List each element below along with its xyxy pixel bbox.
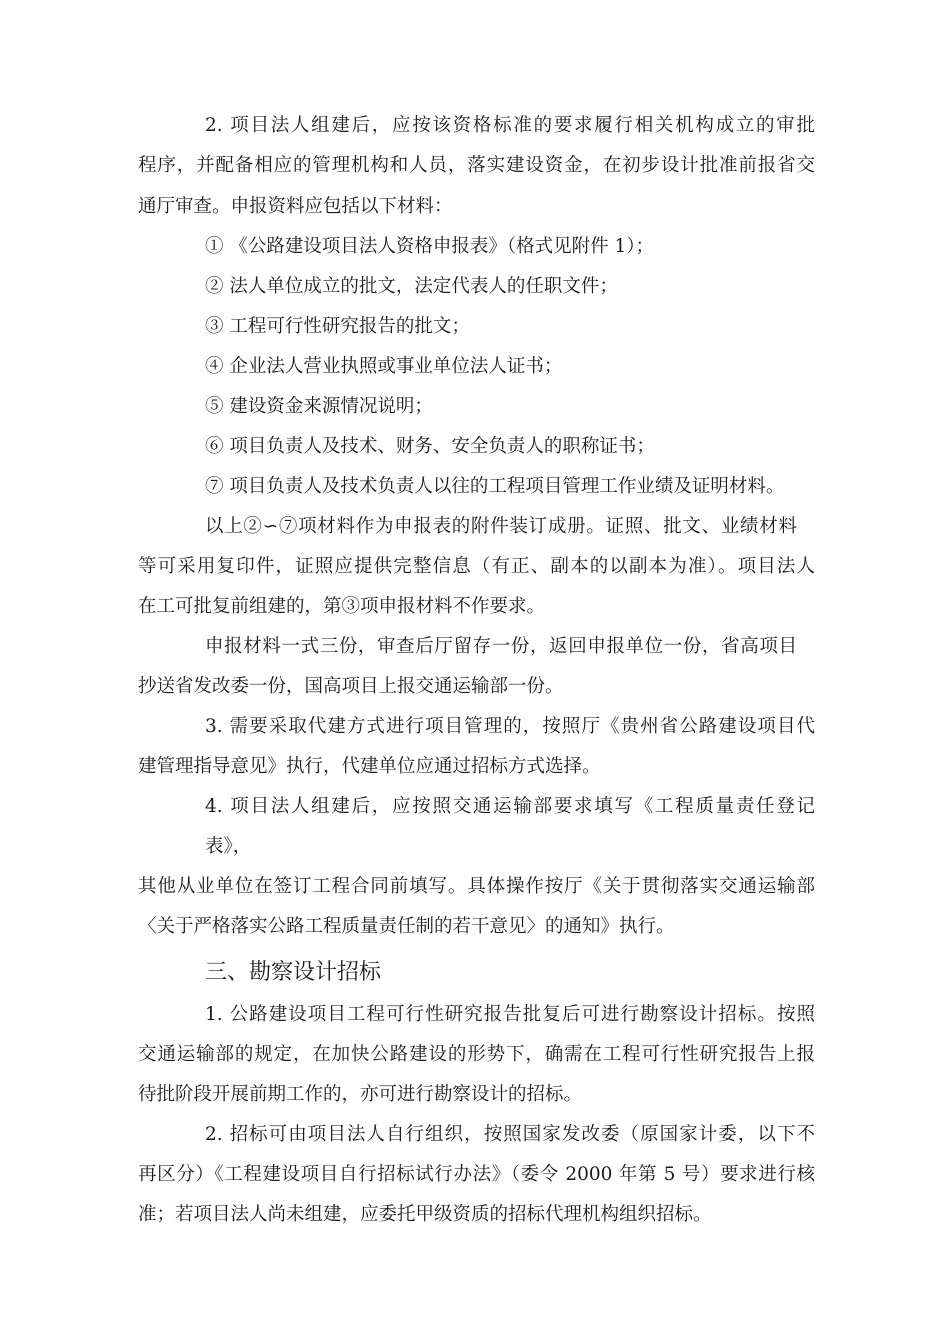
attachment-note-line-2: 等可采用复印件，证照应提供完整信息（有正、副本的以副本为准）。项目法人: [138, 556, 815, 577]
attachment-note-line-1: 以上②∽⑦项材料作为申报表的附件装订成册。证照、批文、业绩材料: [205, 516, 797, 537]
paragraph-2-line-3: 通厅审查。申报资料应包括以下材料：: [138, 196, 453, 217]
section-3-item-2-line-3: 准；若项目法人尚未组建，应委托甲级资质的招标代理机构组织招标。: [138, 1204, 712, 1225]
material-item-1: ① 《公路建设项目法人资格申报表》（格式见附件 1）；: [205, 236, 655, 257]
paragraph-2-line-2: 程序，并配备相应的管理机构和人员，落实建设资金，在初步设计批准前报省交: [138, 155, 815, 176]
paragraph-3-line-2: 建管理指导意见》执行，代建单位应通过招标方式选择。: [138, 756, 601, 777]
copies-note-line-2: 抄送省发改委一份，国高项目上报交通运输部一份。: [138, 676, 564, 697]
attachment-note-line-3: 在工可批复前组建的，第③项申报材料不作要求。: [138, 596, 546, 617]
section-3-item-2-line-1: 2. 招标可由项目法人自行组织，按照国家发改委（原国家计委，以下不: [205, 1124, 815, 1145]
paragraph-4-line-4: 〈关于严格落实公路工程质量责任制的若干意见〉的通知》执行。: [138, 916, 675, 937]
copies-note-line-1: 申报材料一式三份，审查后厅留存一份，返回申报单位一份，省高项目: [205, 636, 797, 657]
material-item-3: ③ 工程可行性研究报告的批文；: [205, 316, 470, 337]
section-3-item-1-line-1: 1. 公路建设项目工程可行性研究报告批复后可进行勘察设计招标。按照: [205, 1004, 815, 1025]
material-item-4: ④ 企业法人营业执照或事业单位法人证书；: [205, 356, 563, 377]
paragraph-3-line-1: 3. 需要采取代建方式进行项目管理的，按照厅《贵州省公路建设项目代: [205, 716, 815, 737]
paragraph-2-line-1: 2. 项目法人组建后，应按该资格标准的要求履行相关机构成立的审批: [205, 115, 815, 136]
material-item-6: ⑥ 项目负责人及技术、财务、安全负责人的职称证书；: [205, 436, 655, 457]
paragraph-4-line-1: 4. 项目法人组建后，应按照交通运输部要求填写《工程质量责任登记: [205, 796, 815, 817]
material-item-5: ⑤ 建设资金来源情况说明；: [205, 396, 433, 417]
paragraph-4-line-2: 表》，: [205, 836, 252, 857]
section-3-item-1-line-2: 交通运输部的规定，在加快公路建设的形势下，确需在工程可行性研究报告上报: [138, 1044, 815, 1065]
paragraph-4-line-3: 其他从业单位在签订工程合同前填写。具体操作按厅《关于贯彻落实交通运输部: [138, 876, 815, 897]
section-3-item-2-line-2: 再区分）《工程建设项目自行招标试行办法》（委令 2000 年第 5 号）要求进行核: [138, 1164, 815, 1185]
section-3-item-1-line-3: 待批阶段开展前期工作的，亦可进行勘察设计的招标。: [138, 1084, 583, 1105]
material-item-2: ② 法人单位成立的批文，法定代表人的任职文件；: [205, 276, 618, 297]
material-item-7: ⑦ 项目负责人及技术负责人以往的工程项目管理工作业绩及证明材料。: [205, 476, 785, 497]
section-3-heading: 三、勘察设计招标: [205, 960, 382, 985]
